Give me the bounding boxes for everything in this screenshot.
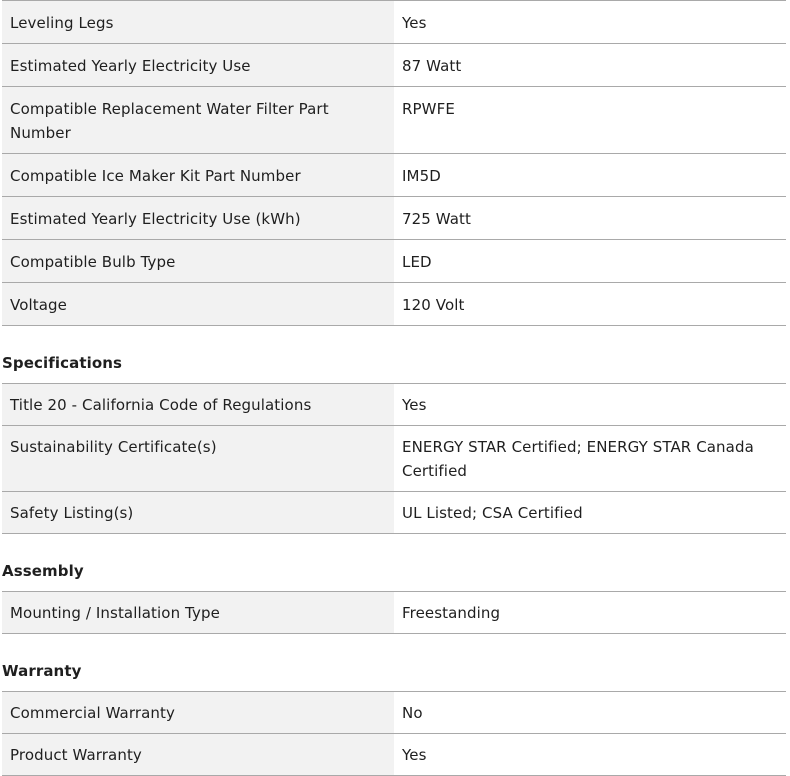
spec-label: Sustainability Certificate(s) bbox=[2, 426, 394, 492]
table-row bbox=[2, 154, 786, 197]
section-heading-warranty: Warranty bbox=[2, 662, 82, 680]
spec-value: Yes bbox=[394, 384, 786, 426]
table-row bbox=[2, 283, 786, 326]
spec-label: Safety Listing(s) bbox=[2, 492, 394, 534]
spec-value: UL Listed; CSA Certified bbox=[394, 492, 786, 534]
spec-value: 725 Watt bbox=[394, 197, 786, 240]
table-row bbox=[2, 1, 786, 44]
spec-value: LED bbox=[394, 240, 786, 283]
spec-value: Yes bbox=[394, 734, 786, 776]
assembly-table bbox=[2, 591, 786, 634]
spec-value: RPWFE bbox=[394, 87, 786, 154]
section-heading-assembly: Assembly bbox=[2, 562, 84, 580]
spec-value: ENERGY STAR Certified; ENERGY STAR Canada Certified bbox=[394, 426, 786, 492]
table-row bbox=[2, 44, 786, 87]
spec-label: Commercial Warranty bbox=[2, 692, 394, 734]
spec-label: Voltage bbox=[2, 283, 394, 326]
spec-label: Product Warranty bbox=[2, 734, 394, 776]
section-heading-specifications: Specifications bbox=[2, 354, 123, 372]
specifications-table bbox=[2, 383, 786, 534]
spec-value: IM5D bbox=[394, 154, 786, 197]
general-spec-table bbox=[2, 0, 786, 326]
table-row bbox=[2, 384, 786, 426]
spec-label: Estimated Yearly Electricity Use bbox=[2, 44, 394, 87]
spec-label: Mounting / Installation Type bbox=[2, 592, 394, 634]
table-row bbox=[2, 240, 786, 283]
spec-value: 87 Watt bbox=[394, 44, 786, 87]
spec-label: Compatible Bulb Type bbox=[2, 240, 394, 283]
table-row bbox=[2, 692, 786, 734]
spec-value: Freestanding bbox=[394, 592, 786, 634]
spec-label: Leveling Legs bbox=[2, 1, 394, 44]
table-row bbox=[2, 492, 786, 534]
table-row bbox=[2, 87, 786, 154]
spec-value: Yes bbox=[394, 1, 786, 44]
table-row bbox=[2, 734, 786, 776]
warranty-table bbox=[2, 691, 786, 776]
table-row bbox=[2, 426, 786, 492]
table-row bbox=[2, 197, 786, 240]
spec-label: Estimated Yearly Electricity Use (kWh) bbox=[2, 197, 394, 240]
spec-label: Compatible Ice Maker Kit Part Number bbox=[2, 154, 394, 197]
spec-value: 120 Volt bbox=[394, 283, 786, 326]
spec-label: Title 20 - California Code of Regulations bbox=[2, 384, 394, 426]
spec-label: Compatible Replacement Water Filter Part Number bbox=[2, 87, 394, 154]
spec-value: No bbox=[394, 692, 786, 734]
table-row bbox=[2, 592, 786, 634]
